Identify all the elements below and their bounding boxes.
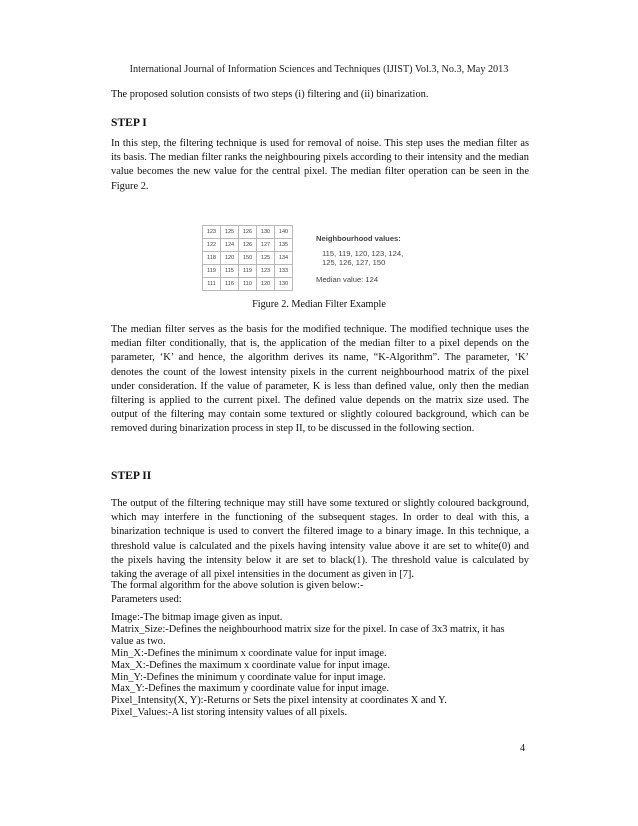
grid-cell: 134 — [275, 252, 293, 265]
grid-cell: 123 — [203, 226, 221, 239]
grid-cell: 110 — [239, 278, 257, 291]
median-filter-figure — [202, 213, 436, 297]
grid-cell: 130 — [257, 226, 275, 239]
grid-cell: 119 — [203, 265, 221, 278]
step1-heading: STEP I — [111, 116, 147, 129]
grid-cell: 111 — [203, 278, 221, 291]
parameter-item: Max_Y:-Defines the maximum y coordinate value for input image. — [111, 683, 390, 695]
step1-paragraph-1: In this step, the filtering technique is used for removal of noise. This step uses the median filter as its basis. The median filter ranks the neighbouring pixels according to their intensity and the median value becomes the new value for the central pixel. The median filter operation can be seen in the Figure 2. — [111, 138, 529, 192]
parameter-item: Min_Y:-Defines the minimum y coordinate value for input image. — [111, 671, 386, 683]
journal-header: International Journal of Information Sciences and Techniques (IJIST) Vol.3, No.3, May 2013 — [129, 64, 509, 75]
grid-cell: 120 — [257, 278, 275, 291]
step2-heading: STEP II — [111, 469, 152, 482]
parameter-item: Min_X:-Defines the minimum x coordinate value for input image. — [111, 647, 387, 659]
grid-row — [203, 252, 293, 265]
grid-cell: 126 — [239, 226, 257, 239]
median-value-label: Median value: 124 — [316, 275, 379, 284]
grid-row — [203, 265, 293, 278]
parameter-item: Pixel_Values:-A list storing intensity values of all pixels. — [111, 707, 348, 719]
grid-cell: 125 — [221, 226, 239, 239]
grid-cell: 135 — [275, 239, 293, 252]
page-number: 4 — [520, 743, 526, 754]
grid-cell: 116 — [221, 278, 239, 291]
grid-cell: 123 — [257, 265, 275, 278]
parameter-item: Matrix_Size:-Defines the neighbourhood matrix size for the pixel. In case of 3x3 matrix, it has — [111, 623, 505, 635]
step2-paragraph: The output of the filtering technique may still have some textured or slightly coloured background, which may interfere in the functioning of the subsequent stages. In order to deal with this, a binarization technique is used to convert the filtered image to a binary image. In this technique, a threshold value is calculated and the pixels having intensity value above it are set to white(0) and the pixels having the intensity below it are set to black(1). The threshold value is calculated by taking the average of all pixel intensities in the document as given in [7]. — [111, 498, 529, 581]
grid-cell: 127 — [257, 239, 275, 252]
grid-row — [203, 226, 293, 239]
pixel-grid — [202, 225, 293, 291]
neighbourhood-values-line-1: 115, 119, 120, 123, 124, — [322, 249, 404, 258]
grid-cell: 133 — [275, 265, 293, 278]
grid-cell: 124 — [221, 239, 239, 252]
grid-cell: 125 — [257, 252, 275, 265]
grid-cell: 118 — [203, 252, 221, 265]
grid-cell: 115 — [221, 265, 239, 278]
parameter-item: value as two. — [111, 635, 166, 647]
parameter-item: Pixel_Intensity(X, Y):-Returns or Sets the pixel intensity at coordinates X and Y. — [111, 695, 447, 707]
step1-paragraph-2: The median filter serves as the basis for the modified technique. The modified technique uses the median filter conditionally, that is, the application of the median filter to a pixel depends on the parameter, ‘K’ and hence, the algorithm derives its name, “K-Algorithm”. The parameter, ‘K’ denotes the count of the lowest intensity pixels in the current neighbourhood matrix of the pixel under consideration. If the value of parameter, K is less than defined value, only then the median filtering is applied to the current pixel. The defined value depends on the matrix size used. The output of the filtering may contain some textured or slightly coloured background, which can be removed during binarization process in step II, to be discussed in the following section. — [111, 324, 529, 435]
grid-cell: 140 — [275, 226, 293, 239]
intro-text: The proposed solution consists of two steps (i) filtering and (ii) binarization. — [111, 89, 429, 100]
neighbourhood-values-line-2: 125, 126, 127, 150 — [322, 258, 386, 267]
grid-cell: 119 — [239, 265, 257, 278]
grid-cell: 150 — [239, 252, 257, 265]
figure-caption: Figure 2. Median Filter Example — [252, 299, 386, 310]
parameters-label: Parameters used: — [111, 594, 182, 605]
formal-algorithm-text: The formal algorithm for the above solution is given below:- — [111, 580, 364, 591]
grid-row — [203, 239, 293, 252]
neighbourhood-title: Neighbourhood values: — [316, 234, 401, 243]
grid-cell: 122 — [203, 239, 221, 252]
parameter-item: Max_X:-Defines the maximum x coordinate value for input image. — [111, 659, 391, 671]
grid-cell: 120 — [221, 252, 239, 265]
grid-cell: 130 — [275, 278, 293, 291]
grid-cell: 126 — [239, 239, 257, 252]
parameter-item: Image:-The bitmap image given as input. — [111, 612, 283, 623]
grid-row — [203, 278, 293, 291]
